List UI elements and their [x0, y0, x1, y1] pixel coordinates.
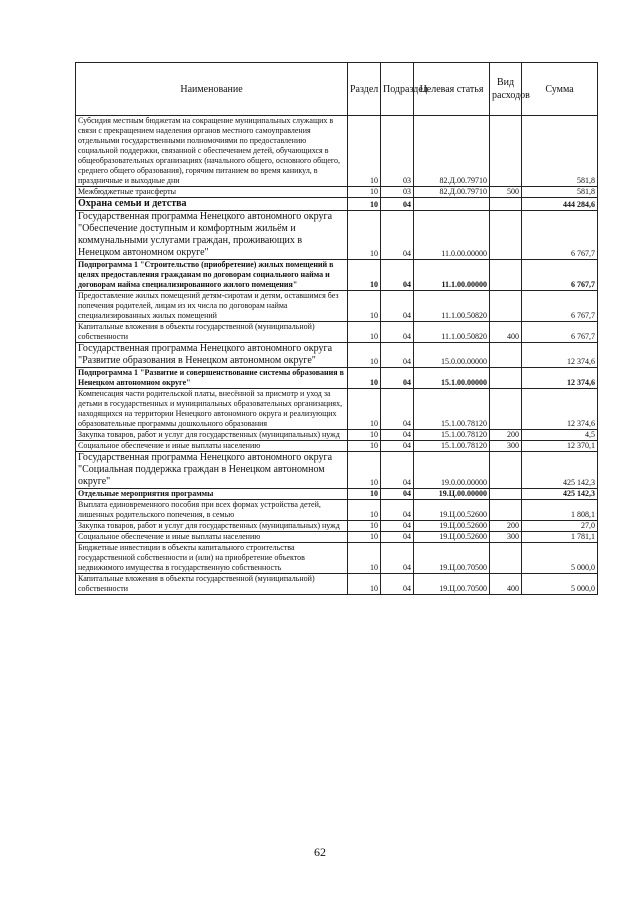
cell-target-article: 15.1.00.78120 — [414, 389, 490, 430]
cell-target-article: 19.Ц.00.00000 — [414, 489, 490, 500]
table-row — [76, 368, 598, 389]
cell-name: Межбюджетные трансферты — [76, 187, 348, 198]
cell-razdel: 10 — [348, 291, 381, 322]
cell-expense-type — [490, 260, 522, 291]
cell-expense-type: 300 — [490, 441, 522, 452]
cell-expense-type: 500 — [490, 187, 522, 198]
cell-podrazdel: 04 — [381, 368, 414, 389]
cell-sum: 425 142,3 — [522, 452, 598, 489]
cell-name: Компенсация части родительской платы, внесённой за присмотр и уход за детьми в государственных и муниципальных образовательных организациях, находящихся на территории Ненецкого автономного округа и реализующих образовательные программы дошкольного образования — [76, 389, 348, 430]
cell-podrazdel: 04 — [381, 489, 414, 500]
cell-expense-type: 300 — [490, 532, 522, 543]
header-podrazdel: Подраздел — [381, 63, 414, 116]
cell-target-article: 19.Ц.00.70500 — [414, 543, 490, 574]
cell-sum: 444 284,6 — [522, 198, 598, 211]
cell-sum: 12 374,6 — [522, 343, 598, 368]
table-header-row — [76, 63, 598, 116]
cell-expense-type — [490, 389, 522, 430]
cell-sum: 5 000,0 — [522, 543, 598, 574]
cell-sum: 27,0 — [522, 521, 598, 532]
table-row — [76, 211, 598, 260]
cell-target-article: 19.Ц.00.52600 — [414, 532, 490, 543]
header-target-article: Целевая статья — [414, 63, 490, 116]
cell-expense-type — [490, 291, 522, 322]
cell-name: Субсидия местным бюджетам на сокращение муниципальных служащих в связи с прекращением наделения органов местного самоуправления отдельными государственными полномочиями по предоставлению социальной поддержки, связанной с обеспечением детей, обучающихся в общеобразовательных организациях (начального общего, основного общего, среднего общего образования), горячим питанием во время каникул, в праздничные и выходные дни — [76, 116, 348, 187]
table-row — [76, 291, 598, 322]
cell-razdel: 10 — [348, 532, 381, 543]
cell-podrazdel: 04 — [381, 430, 414, 441]
cell-sum: 1 808,1 — [522, 500, 598, 521]
header-sum: Сумма — [522, 63, 598, 116]
cell-podrazdel: 04 — [381, 198, 414, 211]
page-number: 62 — [314, 845, 326, 859]
cell-sum: 5 000,0 — [522, 574, 598, 595]
cell-name: Социальное обеспечение и иные выплаты населению — [76, 532, 348, 543]
cell-razdel: 10 — [348, 574, 381, 595]
table-row — [76, 489, 598, 500]
cell-name: Капитальные вложения в объекты государственной (муниципальной) собственности — [76, 574, 348, 595]
cell-podrazdel: 04 — [381, 441, 414, 452]
cell-expense-type — [490, 543, 522, 574]
header-expense-type: Вид расходов — [490, 63, 522, 116]
cell-sum: 12 374,6 — [522, 368, 598, 389]
cell-podrazdel: 04 — [381, 574, 414, 595]
cell-podrazdel: 04 — [381, 521, 414, 532]
cell-podrazdel: 04 — [381, 543, 414, 574]
cell-razdel: 10 — [348, 452, 381, 489]
cell-target-article: 82.Д.00.79710 — [414, 116, 490, 187]
cell-podrazdel: 04 — [381, 500, 414, 521]
cell-podrazdel: 04 — [381, 322, 414, 343]
cell-expense-type — [490, 116, 522, 187]
cell-sum: 6 767,7 — [522, 322, 598, 343]
cell-name: Государственная программа Ненецкого автономного округа "Социальная поддержка граждан в Ненецком автономном округе" — [76, 452, 348, 489]
cell-name: Бюджетные инвестиции в объекты капитального строительства государственной собственности и (или) на приобретение объектов недвижимого имущества в государственную собственность — [76, 543, 348, 574]
table-row — [76, 389, 598, 430]
cell-razdel: 10 — [348, 543, 381, 574]
cell-expense-type — [490, 368, 522, 389]
cell-sum: 6 767,7 — [522, 291, 598, 322]
table-body — [76, 116, 598, 595]
cell-name: Капитальные вложения в объекты государственной (муниципальной) собственности — [76, 322, 348, 343]
table-row — [76, 116, 598, 187]
cell-podrazdel: 04 — [381, 211, 414, 260]
cell-podrazdel: 03 — [381, 187, 414, 198]
cell-name: Предоставление жилых помещений детям-сиротам и детям, оставшимся без попечения родителей, лицам из их числа по договорам найма специализированных жилых помещений — [76, 291, 348, 322]
cell-target-article: 19.0.00.00000 — [414, 452, 490, 489]
cell-razdel: 10 — [348, 441, 381, 452]
table-row — [76, 260, 598, 291]
cell-sum: 6 767,7 — [522, 260, 598, 291]
table-row — [76, 532, 598, 543]
cell-razdel: 10 — [348, 187, 381, 198]
budget-table — [75, 62, 598, 595]
cell-razdel: 10 — [348, 500, 381, 521]
cell-sum: 581,8 — [522, 187, 598, 198]
cell-razdel: 10 — [348, 521, 381, 532]
cell-target-article: 15.0.00.00000 — [414, 343, 490, 368]
cell-razdel: 10 — [348, 389, 381, 430]
cell-sum: 4,5 — [522, 430, 598, 441]
cell-target-article: 15.1.00.78120 — [414, 430, 490, 441]
cell-podrazdel: 04 — [381, 291, 414, 322]
cell-razdel: 10 — [348, 430, 381, 441]
cell-name: Закупка товаров, работ и услуг для государственных (муниципальных) нужд — [76, 430, 348, 441]
cell-target-article: 11.0.00.00000 — [414, 211, 490, 260]
cell-expense-type: 400 — [490, 574, 522, 595]
cell-name: Государственная программа Ненецкого автономного округа "Развитие образования в Ненецком автономном округе" — [76, 343, 348, 368]
cell-podrazdel: 04 — [381, 389, 414, 430]
cell-name: Отдельные мероприятия программы — [76, 489, 348, 500]
cell-target-article: 82.Д.00.79710 — [414, 187, 490, 198]
cell-podrazdel: 04 — [381, 532, 414, 543]
table-row — [76, 198, 598, 211]
cell-target-article: 11.1.00.50820 — [414, 291, 490, 322]
cell-podrazdel: 04 — [381, 452, 414, 489]
cell-expense-type — [490, 343, 522, 368]
cell-sum: 6 767,7 — [522, 211, 598, 260]
table-row — [76, 452, 598, 489]
cell-sum: 1 781,1 — [522, 532, 598, 543]
cell-sum: 12 370,1 — [522, 441, 598, 452]
cell-razdel: 10 — [348, 260, 381, 291]
cell-podrazdel: 04 — [381, 260, 414, 291]
header-razdel: Раздел — [348, 63, 381, 116]
cell-expense-type: 200 — [490, 521, 522, 532]
table-row — [76, 430, 598, 441]
cell-razdel: 10 — [348, 368, 381, 389]
cell-name: Выплата единовременного пособия при всех формах устройства детей, лишенных родительского попечения, в семью — [76, 500, 348, 521]
cell-expense-type — [490, 211, 522, 260]
cell-razdel: 10 — [348, 116, 381, 187]
cell-expense-type — [490, 489, 522, 500]
cell-name: Охрана семьи и детства — [76, 198, 348, 211]
cell-target-article: 11.1.00.00000 — [414, 260, 490, 291]
cell-target-article: 19.Ц.00.70500 — [414, 574, 490, 595]
table-row — [76, 500, 598, 521]
cell-podrazdel: 04 — [381, 343, 414, 368]
cell-name: Подпрограмма 1 "Строительство (приобретение) жилых помещений в целях предоставления гражданам по договорам социального найма и договорам найма специализированного жилого помещения" — [76, 260, 348, 291]
cell-razdel: 10 — [348, 211, 381, 260]
cell-razdel: 10 — [348, 343, 381, 368]
cell-name: Социальное обеспечение и иные выплаты населению — [76, 441, 348, 452]
cell-expense-type: 400 — [490, 322, 522, 343]
cell-target-article: 19.Ц.00.52600 — [414, 500, 490, 521]
cell-target-article: 15.1.00.00000 — [414, 368, 490, 389]
cell-expense-type — [490, 452, 522, 489]
cell-target-article: 11.1.00.50820 — [414, 322, 490, 343]
table-row — [76, 343, 598, 368]
cell-sum: 12 374,6 — [522, 389, 598, 430]
table-row — [76, 574, 598, 595]
cell-razdel: 10 — [348, 489, 381, 500]
table-row — [76, 322, 598, 343]
table-row — [76, 187, 598, 198]
cell-target-article: 19.Ц.00.52600 — [414, 521, 490, 532]
table-row — [76, 521, 598, 532]
cell-expense-type: 200 — [490, 430, 522, 441]
cell-expense-type — [490, 198, 522, 211]
cell-sum: 425 142,3 — [522, 489, 598, 500]
table-row — [76, 543, 598, 574]
cell-target-article: 15.1.00.78120 — [414, 441, 490, 452]
cell-name: Государственная программа Ненецкого автономного округа "Обеспечение доступным и комфортным жильём и коммунальными услугами граждан, проживающих в Ненецком автономном округе" — [76, 211, 348, 260]
cell-name: Закупка товаров, работ и услуг для государственных (муниципальных) нужд — [76, 521, 348, 532]
table-row — [76, 441, 598, 452]
header-name: Наименование — [76, 63, 348, 116]
cell-razdel: 10 — [348, 198, 381, 211]
cell-name: Подпрограмма 1 "Развитие и совершенствование системы образования в Ненецком автономном округе" — [76, 368, 348, 389]
cell-podrazdel: 03 — [381, 116, 414, 187]
cell-sum: 581,8 — [522, 116, 598, 187]
cell-target-article — [414, 198, 490, 211]
cell-expense-type — [490, 500, 522, 521]
cell-razdel: 10 — [348, 322, 381, 343]
